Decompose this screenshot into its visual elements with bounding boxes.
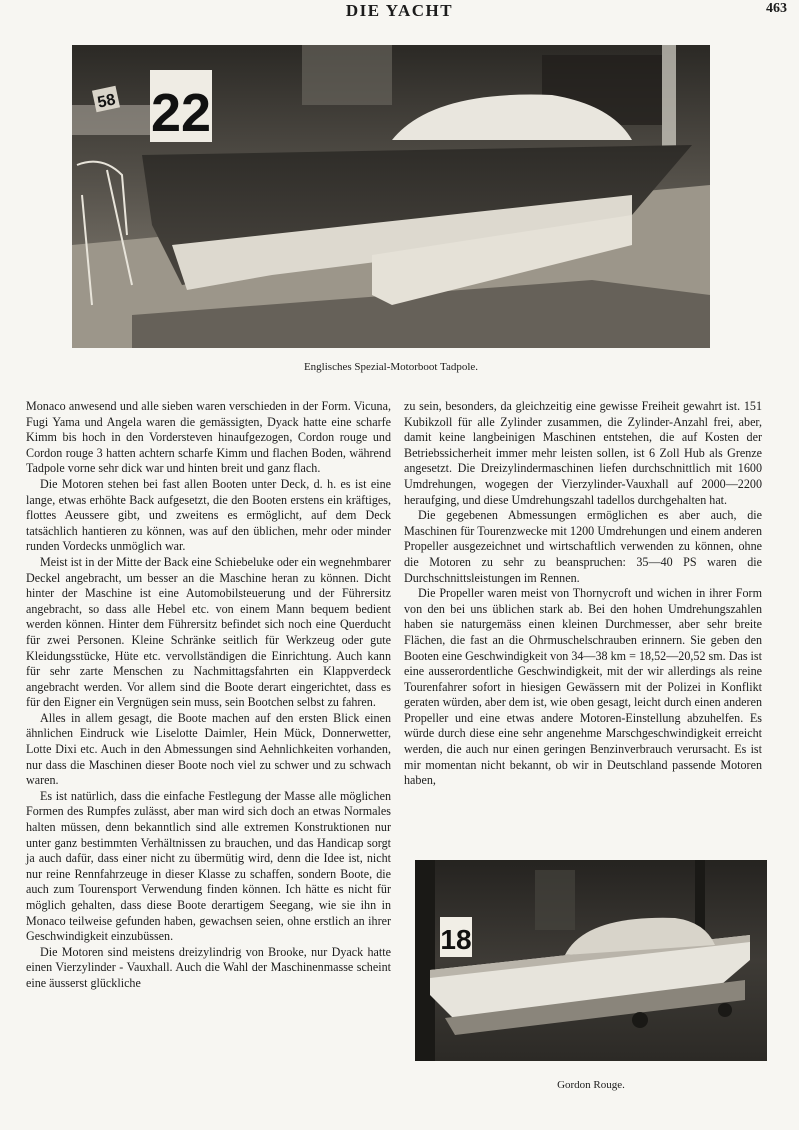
caption-gordon-rouge: Gordon Rouge.	[557, 1079, 625, 1091]
photo-gordon-rouge	[415, 860, 767, 1061]
paragraph: Alles in allem gesagt, die Boote machen auf den ersten Blick einen ähnlichen Eindruck wie Liselotte Daimler, Hein Mück, Donnerwetter, Lotte Dixi etc. Auch in den Abmessungen sind Aehnlichkeiten vorhanden, nur dass die Maschinen dieser Boote noch viel zu schwer und zu schwach waren.	[26, 710, 391, 788]
text-column-right	[404, 399, 762, 789]
photo-tadpole-image	[72, 45, 710, 348]
paragraph: Es ist natürlich, dass die einfache Festlegung der Masse alle möglichen Formen des Rumpfes zulässt, aber man wird sich doch an etwas Normales halten müssen, denn bekanntlich sind alle extremen Konstruktionen nur unter ganz bestimmten Verhältnissen zu brauchen, und das Handicap sorgt ja auch dafür, dass einer nicht zu übermütig wird, denn die Idee ist, nicht nur reine Rennfahrzeuge in dieser Klasse zu schaffen, sondern Boote, die auch zum Tourensport Verwendung finden können. Ich hätte es nicht für möglich gehalten, dass diese Boote derartigem Seegang, wie sie ihn in Monaco teilweise gefunden haben, gewachsen seien, ohne erstlich an ihrer Geschwindigkeit einzubüssen.	[26, 788, 391, 944]
paragraph: Die Motoren stehen bei fast allen Booten unter Deck, d. h. es ist eine lange, etwas erhöhte Back aufgesetzt, die den Booten erstens ein kräftiges, flottes Aeussere gibt, und zweitens es ermöglicht, auf dem Deck tatsächlich hantieren zu können, was auf den üblichen, mehr oder minder runden Vordecks unmöglich war.	[26, 476, 391, 554]
paragraph: Die gegebenen Abmessungen ermöglichen es aber auch, die Maschinen für Tourenzwecke mit 1200 Umdrehungen und einem anderen Propeller ausgezeichnet und wirtschaftlich verwenden zu können, ohne die Motoren zu sehr zu beanspruchen: 35—40 PS waren die Durchschnittsleistungen im Rennen.	[404, 508, 762, 585]
running-header-title: DIE YACHT	[345, 1, 454, 20]
paragraph: zu sein, besonders, da gleichzeitig eine gewisse Freiheit gewahrt ist. 151 Kubikzoll für alle Zylinder zusammen, die Zylinder-Anzahl frei, aber, damit keine langbeinigen Maschinen entstehen, die auf Kosten der Betriebssicherheit immer mehr leisten sollen, ist 6 Zoll Hub als Grenze angesetzt. Die Dreizylindermaschinen liefen durchschnittlich mit 1600 Umdrehungen, wogegen der Vierzylinder-Vauxhall auf 2000—2200 heraufging, und diese Umdrehungszahl tadellos durchgehalten hat.	[404, 399, 762, 507]
paragraph: Die Propeller waren meist von Thornycroft und wichen in ihrer Form von den bei uns üblichen stark ab. Bei den hohen Umdrehungszahlen haben sie naturgemäss einen kleinen Durchmesser, aber sehr breite Flächen, die fast an die Ohrmuschelschrauben erinnern. Sie geben den Booten eine Geschwindigkeit von 34—38 km = 18,52—20,52 sm. Das ist eine ausserordentliche Geschwindigkeit, mit der wir allerdings als reine Tourenfahrer sofort in hiesigen Gewässern mit der Polizei in Konflikt geraten würden, aber dem ist, wie oben gesagt, leicht durch einen anderen Propeller und eine etwas andere Motoren-Einstellung abzuhelfen. Es würde durch diese eine sehr angenehme Marschgeschwindigkeit erreicht werden, die auch nur einen geringen Benzinverbrauch verursacht. Es ist mir momentan nicht bekannt, ob wir in Deutschland passende Motoren haben,	[404, 586, 762, 788]
paragraph: Die Motoren sind meistens dreizylindrig von Brooke, nur Dyack hatte einen Vierzylinder - Vauxhall. Auch die Wahl der Maschinenmasse scheint eine äusserst glückliche	[26, 944, 391, 990]
text-column-left	[26, 399, 391, 992]
paragraph: Meist ist in der Mitte der Back eine Schiebeluke oder ein wegnehmbarer Deckel angebracht, um besser an die Maschine heran zu können. Dicht hinter der Maschine ist eine Automobilsteuerung und der Führersitz angebracht, so dass alle Hebel etc. von einem Mann bequem bedient werden können. Hinter dem Führersitz befindet sich noch eine Querducht für zwei Personen. Kleine Schränke seitlich für Werkzeug oder gute Kleidungsstücke, Hüte etc. vervollständigen die Einrichtung. Auch kann für sehr zarte Menschen zu Nachmittagsfahrten ein Klappverdeck angebracht werden. Vor allem sind die Boote derart eingerichtet, dass es für den Eigner ein Vergnügen sein muss, sein Bootchen selbst zu fahren.	[26, 554, 391, 710]
background-boat-number: 58	[96, 91, 117, 112]
boat-number-18: 18	[440, 924, 472, 955]
photo-gordon-rouge-image	[415, 860, 767, 1061]
caption-tadpole: Englisches Spezial-Motorboot Tadpole.	[303, 361, 479, 373]
photo-tadpole	[72, 45, 710, 348]
page-number: 463	[766, 1, 787, 16]
paragraph: Monaco anwesend und alle sieben waren verschieden in der Form. Vicuna, Fugi Yama und Angela waren die gemässigten, Dyack hatte eine scharfe Kimm bis hoch in den Vordersteven hinaufgezogen, Cordon rouge und Cordon rouge 3 hatten achtern scharfe Kimm und flachen Boden, während Tadpole vorne sehr dick war und hinten breit und ganz flach.	[26, 399, 391, 476]
boat-number-22: 22	[150, 83, 212, 143]
